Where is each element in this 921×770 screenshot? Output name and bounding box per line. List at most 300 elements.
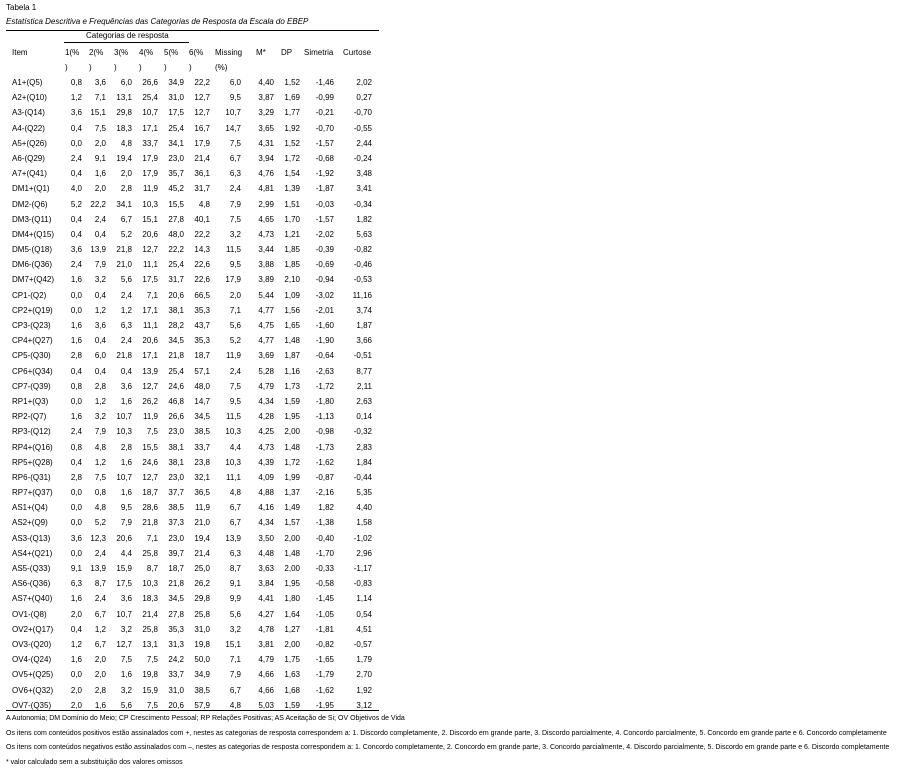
- cell-dp: 1,85: [284, 260, 300, 270]
- cell-item: DM5-(Q18): [12, 245, 53, 255]
- cell-dp: 1,72: [284, 153, 300, 163]
- cell-mean: 3,87: [258, 93, 274, 103]
- cell-item: RP6-(Q31): [12, 472, 51, 482]
- cell-cat-4: 17,9: [142, 153, 158, 163]
- cell-dp: 2,00: [284, 564, 300, 573]
- table-row: [6, 212, 386, 227]
- cell-cat-1: 3,6: [70, 245, 82, 255]
- cell-simetria: -1,57: [315, 138, 334, 148]
- cell-mean: 4,34: [258, 396, 274, 406]
- cell-item: CP3-(Q23): [12, 321, 51, 330]
- cell-cat-5: 31,3: [168, 639, 184, 649]
- cell-mean: 4,73: [258, 229, 274, 239]
- cell-cat-1: 3,6: [70, 533, 82, 543]
- cell-cat-6: 18,7: [194, 351, 210, 361]
- header-simetria: Simetria: [304, 48, 334, 57]
- cell-missing: 9,1: [229, 579, 241, 589]
- cell-cat-1: 0,0: [70, 138, 82, 148]
- cell-cat-6: 14,7: [194, 396, 210, 406]
- cell-cat-6: 25,8: [194, 609, 210, 619]
- cell-dp: 1,59: [284, 700, 300, 710]
- table-row: [6, 561, 386, 576]
- cell-cat-1: 0,0: [70, 518, 82, 528]
- cell-curtose: 1,58: [356, 518, 372, 528]
- cell-dp: 1,57: [284, 518, 300, 528]
- cell-curtose: 3,41: [356, 184, 372, 194]
- cell-dp: 1,51: [284, 199, 300, 209]
- cell-cat-1: 2,4: [70, 427, 82, 437]
- cell-cat-5: 35,3: [168, 624, 184, 634]
- cell-missing: 3,2: [229, 624, 241, 634]
- cell-cat-5: 15,5: [168, 199, 184, 209]
- cell-cat-6: 22,6: [194, 260, 210, 270]
- cell-cat-6: 38,5: [194, 685, 210, 695]
- table-bottom-rule: [6, 710, 379, 711]
- table-row: [6, 546, 386, 561]
- table-row: [6, 394, 386, 409]
- cell-cat-4: 8,7: [146, 564, 158, 573]
- table-row: [6, 136, 386, 151]
- cell-cat-3: 29,8: [116, 108, 132, 118]
- table-title: Estatística Descritiva e Frequências das Categorias de Resposta da Escala do EBEP: [6, 17, 309, 26]
- cell-simetria: -1,87: [315, 184, 334, 194]
- cell-cat-4: 20,6: [142, 229, 158, 239]
- cell-item: CP5-(Q30): [12, 351, 51, 361]
- cell-curtose: 3,74: [356, 305, 372, 315]
- cell-cat-4: 25,4: [142, 93, 158, 103]
- cell-cat-3: 13,1: [116, 93, 132, 103]
- cell-missing: 7,5: [229, 381, 241, 391]
- cell-cat-4: 25,8: [142, 624, 158, 634]
- cell-cat-6: 19,8: [194, 639, 210, 649]
- cell-dp: 1,48: [284, 442, 300, 452]
- table-row: [6, 515, 386, 530]
- cell-simetria: -1,80: [315, 396, 334, 406]
- cell-item: AS6-(Q36): [12, 579, 51, 589]
- cell-missing: 6,7: [229, 518, 241, 528]
- cell-item: A1+(Q5): [12, 78, 43, 87]
- cell-simetria: -2,63: [315, 366, 334, 376]
- table-top-rule: [6, 30, 379, 31]
- cell-simetria: -0,64: [315, 351, 334, 361]
- cell-curtose: 3,66: [356, 336, 372, 346]
- cell-cat-6: 4,8: [198, 199, 210, 209]
- cell-cat-6: 22,6: [194, 275, 210, 285]
- cell-mean: 4,27: [258, 609, 274, 619]
- cell-cat-4: 7,5: [146, 700, 158, 710]
- document: [6, 2, 918, 766]
- cell-cat-3: 6,3: [120, 321, 132, 330]
- cell-cat-4: 12,7: [142, 381, 158, 391]
- cell-simetria: -1,60: [315, 321, 334, 330]
- cell-curtose: 1,87: [356, 321, 372, 330]
- cell-mean: 3,65: [258, 123, 274, 133]
- cell-curtose: -0,55: [353, 123, 372, 133]
- cell-cat-3: 3,2: [120, 624, 132, 634]
- cell-cat-3: 1,2: [120, 305, 132, 315]
- cell-missing: 6,0: [229, 78, 241, 87]
- cell-missing: 8,7: [229, 564, 241, 573]
- cell-cat-2: 2,0: [94, 655, 106, 665]
- cell-missing: 11,5: [226, 412, 241, 422]
- cell-mean: 5,44: [258, 290, 274, 300]
- cell-curtose: -0,57: [353, 639, 372, 649]
- cell-cat-2: 13,9: [90, 245, 106, 255]
- cell-dp: 1,64: [284, 609, 300, 619]
- cell-simetria: -1,38: [315, 518, 334, 528]
- cell-missing: 10,3: [225, 427, 241, 437]
- cell-curtose: 2,96: [356, 548, 372, 558]
- cell-cat-3: 5,6: [120, 700, 132, 710]
- cell-mean: 4,28: [258, 412, 274, 422]
- cell-item: AS7+(Q40): [12, 594, 53, 604]
- cell-cat-2: 0,4: [94, 336, 106, 346]
- cell-cat-3: 2,4: [120, 336, 132, 346]
- cell-mean: 4,73: [258, 442, 274, 452]
- header-cat-4-close: ): [139, 63, 142, 72]
- cell-cat-3: 7,5: [120, 655, 132, 665]
- cell-item: CP4+(Q27): [12, 336, 53, 346]
- cell-dp: 2,00: [284, 427, 300, 437]
- cell-simetria: -0,94: [315, 275, 334, 285]
- cell-dp: 1,52: [284, 138, 300, 148]
- header-item: Item: [12, 48, 28, 57]
- cell-curtose: -0,53: [353, 275, 372, 285]
- cell-item: A7+(Q41): [12, 169, 47, 179]
- cell-curtose: -0,70: [353, 108, 372, 118]
- cell-cat-2: 22,2: [90, 199, 106, 209]
- table-row: [6, 379, 386, 394]
- cell-dp: 1,77: [284, 108, 300, 118]
- cell-missing: 2,4: [229, 366, 241, 376]
- cell-cat-4: 15,5: [142, 442, 158, 452]
- cell-item: AS3-(Q13): [12, 533, 51, 543]
- cell-item: RP5+(Q28): [12, 457, 53, 467]
- cell-dp: 1,09: [284, 290, 300, 300]
- cell-mean: 3,94: [258, 153, 274, 163]
- cell-item: CP6+(Q34): [12, 366, 53, 376]
- cell-cat-5: 26,6: [168, 412, 184, 422]
- cell-cat-3: 5,6: [120, 275, 132, 285]
- cell-simetria: -1,73: [315, 442, 334, 452]
- cell-missing: 2,4: [229, 184, 241, 194]
- cell-cat-6: 21,4: [194, 153, 210, 163]
- table-row: [6, 652, 386, 667]
- table-notes: [6, 712, 921, 770]
- cell-dp: 1,70: [284, 214, 300, 224]
- cell-cat-2: 0,4: [94, 290, 106, 300]
- cell-cat-1: 0,0: [70, 548, 82, 558]
- cell-cat-1: 0,0: [70, 290, 82, 300]
- cell-cat-5: 18,7: [168, 564, 184, 573]
- table-body: [6, 75, 386, 713]
- cell-cat-5: 48,0: [168, 229, 184, 239]
- cell-cat-3: 34,1: [116, 199, 132, 209]
- table-row: [6, 333, 386, 348]
- cell-missing: 9,9: [229, 594, 241, 604]
- cell-cat-4: 17,5: [142, 275, 158, 285]
- table-row: [6, 576, 386, 591]
- cell-mean: 4,77: [258, 336, 274, 346]
- cell-missing: 4,8: [229, 700, 241, 710]
- table-row: [6, 272, 386, 287]
- cell-missing: 9,5: [229, 396, 241, 406]
- note-mean: * valor calculado sem a substituição dos valores omissos: [6, 758, 183, 766]
- cell-cat-1: 0,4: [70, 457, 82, 467]
- cell-curtose: -0,44: [353, 472, 372, 482]
- cell-cat-2: 7,9: [94, 427, 106, 437]
- cell-cat-5: 31,7: [168, 275, 184, 285]
- cell-dp: 1,68: [284, 685, 300, 695]
- cell-missing: 2,0: [229, 290, 241, 300]
- cell-cat-3: 18,3: [116, 123, 132, 133]
- cell-cat-1: 1,2: [70, 93, 82, 103]
- table-row: [6, 637, 386, 652]
- cell-dp: 1,65: [284, 321, 300, 330]
- cell-dp: 1,37: [284, 488, 300, 498]
- cell-cat-4: 21,8: [142, 518, 158, 528]
- cell-cat-2: 0,8: [94, 488, 106, 498]
- cell-cat-2: 7,9: [94, 260, 106, 270]
- cell-missing: 7,1: [229, 305, 241, 315]
- cell-missing: 9,5: [229, 260, 241, 270]
- cell-item: A5+(Q26): [12, 138, 47, 148]
- cell-cat-4: 25,8: [142, 548, 158, 558]
- table-row: [6, 242, 386, 257]
- cell-cat-2: 12,3: [90, 533, 106, 543]
- cell-cat-6: 11,9: [195, 503, 210, 513]
- cell-cat-5: 20,6: [168, 290, 184, 300]
- cell-cat-2: 2,4: [94, 594, 106, 604]
- cell-missing: 15,1: [225, 639, 241, 649]
- cell-simetria: -1,95: [315, 700, 334, 710]
- cell-cat-4: 11,1: [143, 260, 158, 270]
- cell-cat-6: 35,3: [194, 305, 210, 315]
- cell-curtose: 1,79: [356, 655, 372, 665]
- cell-cat-5: 35,7: [168, 169, 184, 179]
- cell-cat-3: 1,6: [120, 457, 132, 467]
- cell-dp: 1,48: [284, 336, 300, 346]
- cell-simetria: -1,45: [315, 594, 334, 604]
- cell-simetria: -1,62: [315, 685, 334, 695]
- cell-mean: 4,41: [258, 594, 274, 604]
- cell-curtose: -0,24: [353, 153, 372, 163]
- cell-mean: 4,79: [258, 655, 274, 665]
- cell-cat-3: 10,7: [116, 609, 132, 619]
- cell-cat-4: 33,7: [142, 138, 158, 148]
- cell-simetria: -1,13: [315, 412, 334, 422]
- cell-dp: 1,63: [284, 670, 300, 680]
- cell-cat-4: 10,3: [142, 199, 158, 209]
- cell-cat-6: 26,2: [194, 579, 210, 589]
- header-missing: Missing: [215, 48, 243, 57]
- cell-simetria: -2,02: [315, 229, 334, 239]
- cell-cat-4: 17,9: [142, 169, 158, 179]
- table-row: [6, 318, 386, 333]
- cell-curtose: -0,46: [353, 260, 372, 270]
- cell-cat-4: 18,7: [142, 488, 158, 498]
- cell-mean: 3,63: [258, 564, 274, 573]
- cell-missing: 9,5: [229, 93, 241, 103]
- cell-item: A2+(Q10): [12, 93, 47, 103]
- cell-dp: 1,16: [284, 366, 300, 376]
- cell-item: AS5-(Q33): [12, 564, 51, 573]
- cell-cat-4: 7,1: [146, 290, 158, 300]
- cell-mean: 4,77: [258, 305, 274, 315]
- table-row: [6, 166, 386, 181]
- cell-item: OV1-(Q8): [12, 609, 47, 619]
- cell-missing: 17,9: [225, 275, 241, 285]
- cell-cat-4: 10,3: [142, 579, 158, 589]
- cell-missing: 7,5: [229, 214, 241, 224]
- cell-cat-5: 38,1: [168, 457, 184, 467]
- cell-missing: 7,1: [229, 655, 241, 665]
- cell-curtose: -1,02: [353, 533, 372, 543]
- group-header-rule: [64, 42, 189, 43]
- table-row: [6, 121, 386, 136]
- cell-curtose: -0,32: [353, 427, 372, 437]
- note-negative-items: Os itens com conteúdos negativos estão assinalados com –, nestes as categorias de resposta correspondem a: 1. Concordo completamente, 2. Concordo em grande parte, 3. Concordo parcialmente, 4. Discordo parcialmente, 5. Discordo em grande parte e 6. Discordo completamente: [6, 744, 890, 751]
- cell-cat-4: 17,1: [142, 123, 158, 133]
- cell-item: OV7-(Q35): [12, 700, 52, 710]
- cell-cat-5: 24,6: [168, 381, 184, 391]
- cell-curtose: 3,12: [356, 700, 372, 710]
- cell-mean: 2,99: [258, 199, 274, 209]
- cell-item: AS1+(Q4): [12, 503, 48, 513]
- cell-cat-5: 37,7: [168, 488, 184, 498]
- cell-curtose: 1,84: [356, 457, 372, 467]
- cell-cat-2: 3,6: [94, 78, 106, 87]
- cell-dp: 2,00: [284, 639, 300, 649]
- cell-cat-3: 17,5: [116, 579, 132, 589]
- cell-curtose: 2,11: [357, 381, 372, 391]
- cell-cat-2: 15,1: [90, 108, 106, 118]
- cell-cat-1: 0,0: [70, 503, 82, 513]
- cell-simetria: -0,87: [315, 472, 334, 482]
- cell-missing: 11,5: [226, 245, 241, 255]
- cell-item: RP1+(Q3): [12, 396, 49, 406]
- cell-cat-4: 26,2: [142, 396, 158, 406]
- cell-cat-2: 7,5: [94, 123, 106, 133]
- cell-cat-6: 12,7: [194, 108, 210, 118]
- cell-curtose: 8,77: [356, 366, 372, 376]
- cell-simetria: -1,90: [315, 336, 334, 346]
- cell-simetria: 1,82: [318, 503, 334, 513]
- cell-cat-5: 25,4: [168, 260, 184, 270]
- column-headers: [6, 45, 386, 75]
- cell-missing: 6,7: [229, 503, 241, 513]
- cell-cat-3: 10,7: [116, 412, 132, 422]
- cell-simetria: -0,58: [315, 579, 334, 589]
- cell-cat-6: 22,2: [194, 78, 210, 87]
- cell-curtose: -0,83: [353, 579, 372, 589]
- cell-cat-4: 19,8: [142, 670, 158, 680]
- table-row: [6, 257, 386, 272]
- cell-cat-3: 12,7: [116, 639, 132, 649]
- cell-item: OV4-(Q24): [12, 655, 52, 665]
- cell-dp: 1,39: [284, 184, 300, 194]
- cell-cat-3: 20,6: [116, 533, 132, 543]
- cell-cat-1: 2,8: [70, 472, 82, 482]
- cell-curtose: 4,40: [356, 503, 372, 513]
- cell-cat-1: 1,6: [70, 412, 82, 422]
- cell-dp: 2,00: [284, 533, 300, 543]
- cell-cat-3: 15,9: [116, 564, 132, 573]
- cell-cat-4: 13,1: [142, 639, 158, 649]
- cell-cat-4: 20,6: [142, 336, 158, 346]
- cell-cat-3: 5,2: [120, 229, 132, 239]
- cell-cat-2: 1,2: [94, 305, 106, 315]
- table-row: [6, 288, 386, 303]
- cell-simetria: -0,99: [315, 93, 334, 103]
- cell-missing: 6,3: [229, 548, 241, 558]
- cell-simetria: -1,57: [315, 214, 334, 224]
- cell-cat-2: 3,6: [94, 321, 106, 330]
- cell-item: DM6-(Q36): [12, 260, 53, 270]
- cell-cat-2: 13,9: [90, 564, 106, 573]
- cell-cat-1: 2,8: [70, 351, 82, 361]
- cell-cat-5: 25,4: [168, 366, 184, 376]
- cell-cat-3: 2,8: [120, 184, 132, 194]
- cell-cat-6: 34,5: [194, 412, 210, 422]
- cell-cat-1: 0,4: [70, 214, 82, 224]
- cell-cat-4: 7,1: [146, 533, 158, 543]
- cell-dp: 1,69: [284, 93, 300, 103]
- cell-item: RP4+(Q16): [12, 442, 53, 452]
- cell-cat-5: 46,8: [168, 396, 184, 406]
- cell-cat-5: 20,6: [168, 700, 184, 710]
- cell-cat-4: 13,9: [142, 366, 158, 376]
- cell-cat-6: 31,7: [194, 184, 210, 194]
- cell-cat-4: 26,6: [142, 78, 158, 87]
- cell-cat-4: 12,7: [142, 472, 158, 482]
- cell-cat-3: 3,6: [120, 381, 132, 391]
- cell-curtose: 2,44: [356, 138, 372, 148]
- cell-cat-6: 25,0: [194, 564, 210, 573]
- cell-simetria: -1,81: [315, 624, 334, 634]
- cell-item: RP7+(Q37): [12, 488, 53, 498]
- cell-mean: 4,76: [258, 169, 274, 179]
- cell-simetria: -0,21: [315, 108, 334, 118]
- cell-cat-6: 40,1: [194, 214, 210, 224]
- cell-cat-6: 35,3: [194, 336, 210, 346]
- cell-mean: 3,89: [258, 275, 274, 285]
- cell-cat-5: 39,7: [168, 548, 184, 558]
- cell-cat-2: 7,1: [94, 93, 106, 103]
- cell-item: RP2-(Q7): [12, 412, 47, 422]
- cell-cat-1: 5,2: [70, 199, 82, 209]
- cell-item: DM3-(Q11): [12, 214, 52, 224]
- cell-cat-2: 2,8: [94, 685, 106, 695]
- cell-mean: 4,75: [258, 321, 274, 330]
- cell-missing: 11,1: [226, 472, 241, 482]
- cell-cat-2: 6,0: [94, 351, 106, 361]
- cell-curtose: 11,16: [352, 290, 372, 300]
- cell-mean: 4,79: [258, 381, 274, 391]
- cell-dp: 1,85: [284, 245, 300, 255]
- cell-cat-5: 45,2: [168, 184, 184, 194]
- cell-cat-5: 22,2: [168, 245, 184, 255]
- cell-cat-1: 0,4: [70, 123, 82, 133]
- cell-cat-4: 15,9: [142, 685, 158, 695]
- cell-cat-5: 31,0: [168, 685, 184, 695]
- cell-cat-6: 36,5: [194, 488, 210, 498]
- cell-cat-6: 66,5: [194, 290, 210, 300]
- cell-mean: 4,78: [258, 624, 274, 634]
- cell-missing: 5,2: [229, 336, 241, 346]
- table-row: [6, 197, 386, 212]
- cell-cat-3: 6,7: [120, 214, 132, 224]
